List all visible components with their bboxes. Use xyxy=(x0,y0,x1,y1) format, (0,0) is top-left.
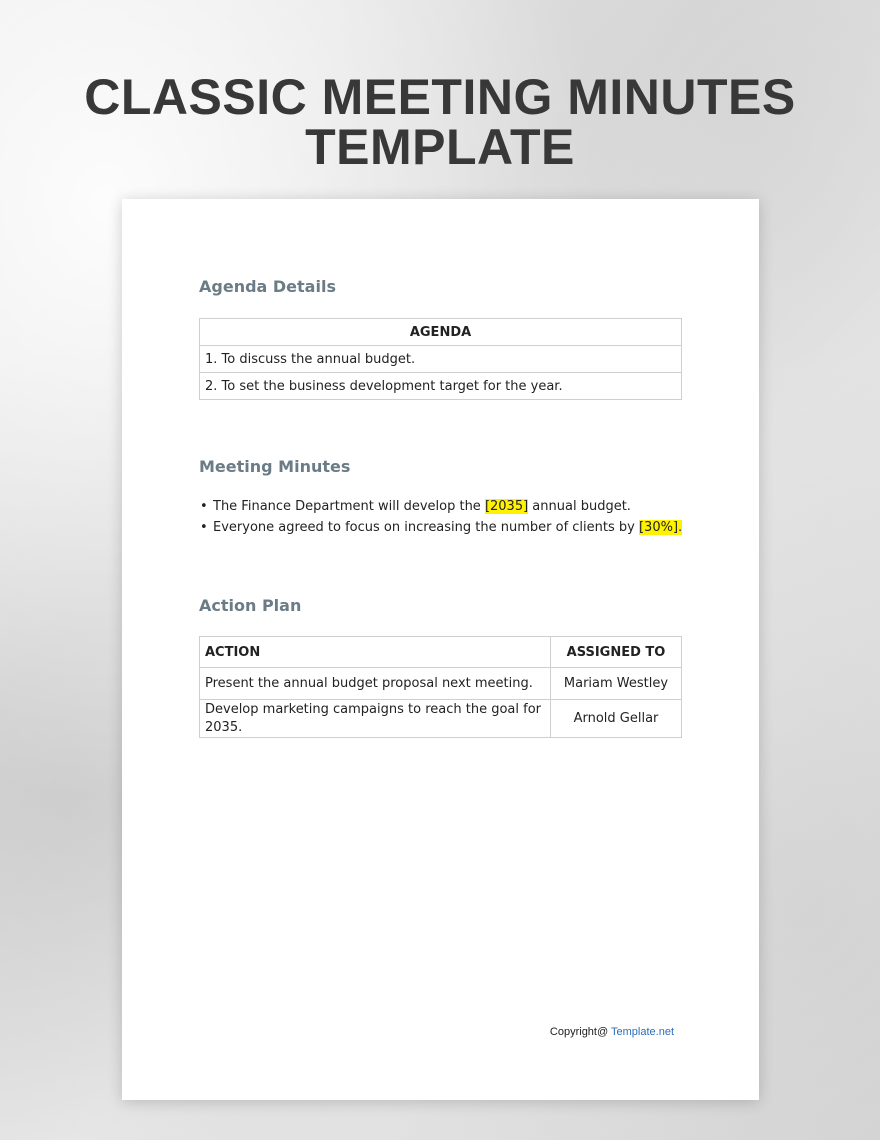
agenda-item: 2. To set the business development target for the year. xyxy=(200,373,682,400)
table-row xyxy=(200,668,682,700)
document-page xyxy=(122,199,759,1100)
assigned-cell: Mariam Westley xyxy=(551,668,682,700)
page-title-line-2: TEMPLATE xyxy=(305,119,575,175)
agenda-header: AGENDA xyxy=(200,319,682,346)
action-plan-section-title: Action Plan xyxy=(199,596,302,615)
minutes-list xyxy=(199,496,682,538)
action-column-header: ACTION xyxy=(200,637,551,668)
action-plan-table xyxy=(199,636,682,738)
page-title-line-1: CLASSIC MEETING MINUTES xyxy=(84,69,796,125)
minutes-section-title: Meeting Minutes xyxy=(199,457,351,476)
highlighted-value: [30%]. xyxy=(638,520,683,535)
table-row xyxy=(200,700,682,738)
agenda-header-row xyxy=(200,319,682,346)
page-title xyxy=(0,69,880,175)
copyright-footer xyxy=(550,1026,674,1038)
minute-text: annual budget. xyxy=(528,499,631,514)
agenda-section-title: Agenda Details xyxy=(199,277,336,296)
agenda-item: 1. To discuss the annual budget. xyxy=(200,346,682,373)
agenda-table xyxy=(199,318,682,400)
assigned-cell: Arnold Gellar xyxy=(551,700,682,738)
site-link[interactable]: Template.net xyxy=(611,1026,674,1038)
highlighted-value: [2035] xyxy=(484,499,529,514)
assigned-column-header: ASSIGNED TO xyxy=(551,637,682,668)
action-cell: Present the annual budget proposal next meeting. xyxy=(200,668,551,700)
list-item xyxy=(199,517,682,538)
minute-text: Everyone agreed to focus on increasing the number of clients by xyxy=(213,520,639,535)
action-cell: Develop marketing campaigns to reach the goal for 2035. xyxy=(200,700,551,738)
copyright-label: Copyright@ xyxy=(549,1026,609,1038)
minute-text: The Finance Department will develop the xyxy=(213,499,485,514)
bullet-icon: • xyxy=(200,520,208,535)
action-header-row xyxy=(200,637,682,668)
table-row xyxy=(200,346,682,373)
bullet-icon: • xyxy=(200,499,208,514)
list-item xyxy=(199,496,682,517)
table-row xyxy=(200,373,682,400)
